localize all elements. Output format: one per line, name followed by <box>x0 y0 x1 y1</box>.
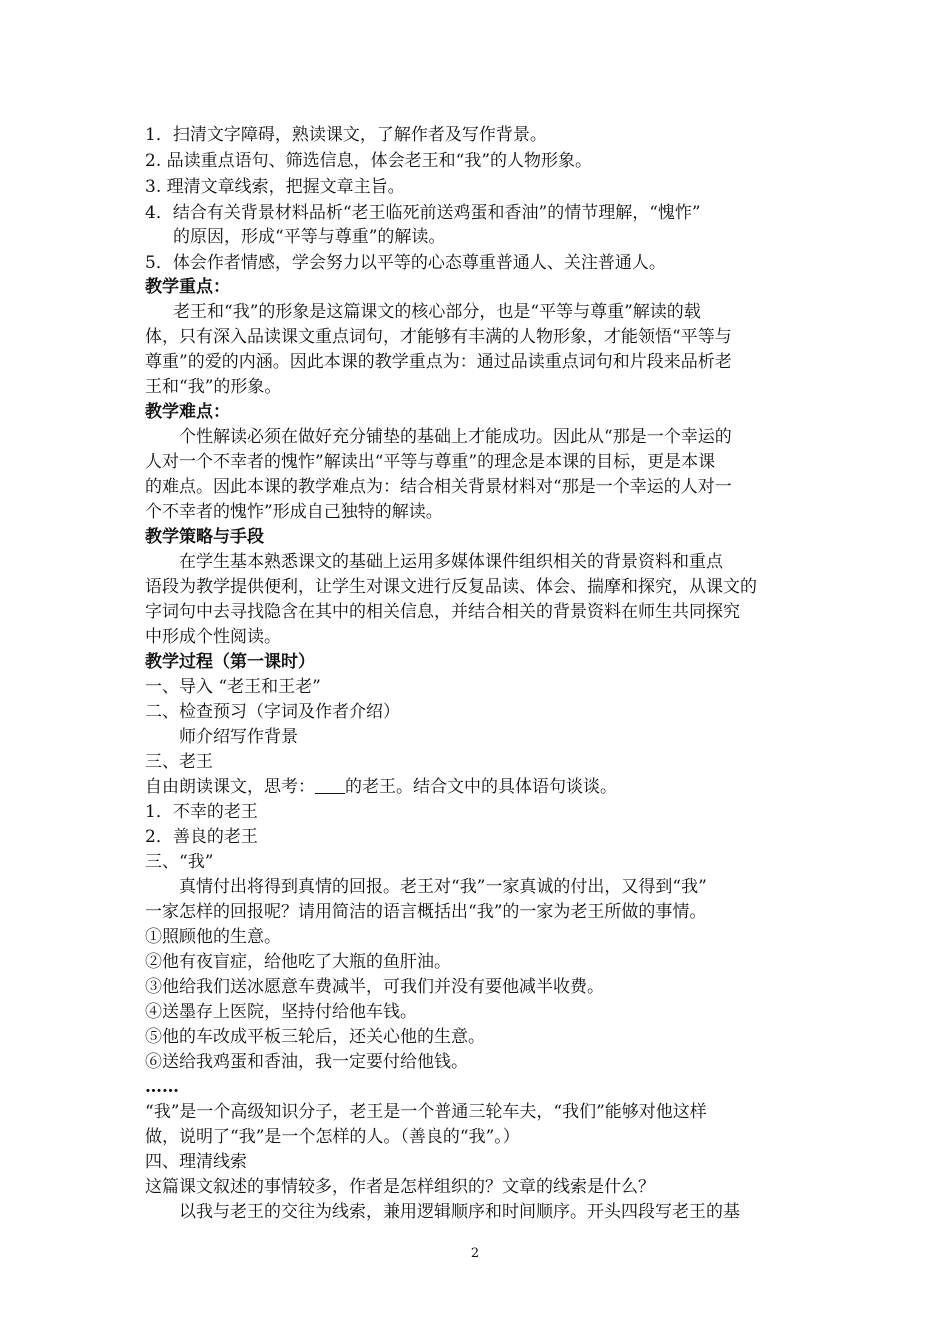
paragraph-line: 个性解读必须在做好充分铺垫的基础上才能成功。因此从“那是一个幸运的 <box>179 427 732 447</box>
objective-2: 2. 品读重点语句、筛选信息，体会老王和“我”的人物形象。 <box>145 151 593 171</box>
paragraph-line: 语段为教学提供便利，让学生对课文进行反复品读、体会、揣摩和探究，从课文的 <box>145 577 757 597</box>
paragraph-line: 中形成个性阅读。 <box>145 627 281 647</box>
page-number: 2 <box>470 1246 480 1261</box>
paragraph-line: 做，说明了“我”是一个怎样的人。（善良的“我”。） <box>145 1127 520 1147</box>
section-laowang: 三、老王 <box>145 752 213 772</box>
ellipsis: …… <box>145 1077 179 1097</box>
paragraph-line: 真情付出将得到真情的回报。老王对“我”一家真诚的付出，又得到“我” <box>179 877 707 897</box>
section-me: 三、“我” <box>145 852 214 872</box>
list-item: ①照顾他的生意。 <box>145 927 281 947</box>
heading-process: 教学过程（第一课时） <box>145 652 315 672</box>
objective-1: 1．扫清文字障碍，熟读课文，了解作者及写作背景。 <box>145 125 547 145</box>
paragraph-line: 在学生基本熟悉课文的基础上运用多媒体课件组织相关的背景资料和重点 <box>179 552 723 572</box>
paragraph-line: 字词句中去寻找隐含在其中的相关信息，并结合相关的背景资料在师生共同探究 <box>145 602 740 622</box>
objective-4-cont: 的原因，形成“平等与尊重”的解读。 <box>173 227 446 247</box>
question-prefix: 自由朗读课文，思考： <box>145 777 315 797</box>
list-item: ③他给我们送冰愿意车费减半，可我们并没有要他减半收费。 <box>145 977 604 997</box>
question-suffix: 的老王。结合文中的具体语句谈谈。 <box>345 777 617 797</box>
objective-3: 3. 理清文章线索，把握文章主旨。 <box>145 177 405 197</box>
list-item: ⑥送给我鸡蛋和香油，我一定要付给他钱。 <box>145 1052 468 1072</box>
list-item: ⑤他的车改成平板三轮后，还关心他的生意。 <box>145 1027 485 1047</box>
paragraph-line: 师介绍写作背景 <box>179 727 298 747</box>
list-item: ②他有夜盲症，给他吃了大瓶的鱼肝油。 <box>145 952 451 972</box>
paragraph-line: 老王和“我”的形象是这篇课文的核心部分，也是“平等与尊重”解读的载 <box>173 302 701 322</box>
fill-blank <box>315 777 345 794</box>
paragraph-line: 一家怎样的回报呢？请用简洁的语言概括出“我”的一家为老王所做的事情。 <box>145 902 707 922</box>
section-intro: 一、导入 “老王和王老” <box>145 677 321 697</box>
section-clue: 四、理清线索 <box>145 1152 247 1172</box>
list-item: 2．善良的老王 <box>145 827 258 847</box>
heading-difficulties: 教学难点： <box>145 402 230 422</box>
paragraph-line: 这篇课文叙述的事情较多，作者是怎样组织的？文章的线索是什么？ <box>145 1177 655 1197</box>
paragraph-line: 尊重”的爱的内涵。因此本课的教学重点为：通过品读重点词句和片段来品析老 <box>145 352 732 372</box>
section-preview: 二、检查预习（字词及作者介绍） <box>145 702 400 722</box>
list-item: 1．不幸的老王 <box>145 802 258 822</box>
paragraph-line: 个不幸者的愧怍”形成自己独特的解读。 <box>145 502 443 522</box>
question-line <box>145 775 617 799</box>
list-item: ④送墨存上医院，坚持付给他车钱。 <box>145 1002 417 1022</box>
paragraph-line: 王和“我”的形象。 <box>145 377 282 397</box>
paragraph-line: “我”是一个高级知识分子，老王是一个普通三轮车夫，“我们”能够对他这样 <box>145 1102 707 1122</box>
objective-5: 5．体会作者情感，学会努力以平等的心态尊重普通人、关注普通人。 <box>145 253 666 273</box>
paragraph-line: 以我与老王的交往为线索，兼用逻辑顺序和时间顺序。开头四段写老王的基 <box>179 1202 740 1222</box>
paragraph-line: 人对一个不幸者的愧怍”解读出“平等与尊重”的理念是本课的目标，更是本课 <box>145 452 716 472</box>
objective-4: 4．结合有关背景材料品析“老王临死前送鸡蛋和香油”的情节理解，“愧怍” <box>145 203 701 223</box>
paragraph-line: 体，只有深入品读课文重点词句，才能够有丰满的人物形象，才能领悟“平等与 <box>145 327 732 347</box>
heading-key-points: 教学重点： <box>145 277 230 297</box>
paragraph-line: 的难点。因此本课的教学难点为：结合相关背景材料对“那是一个幸运的人对一 <box>145 477 732 497</box>
heading-strategies: 教学策略与手段 <box>145 527 264 547</box>
